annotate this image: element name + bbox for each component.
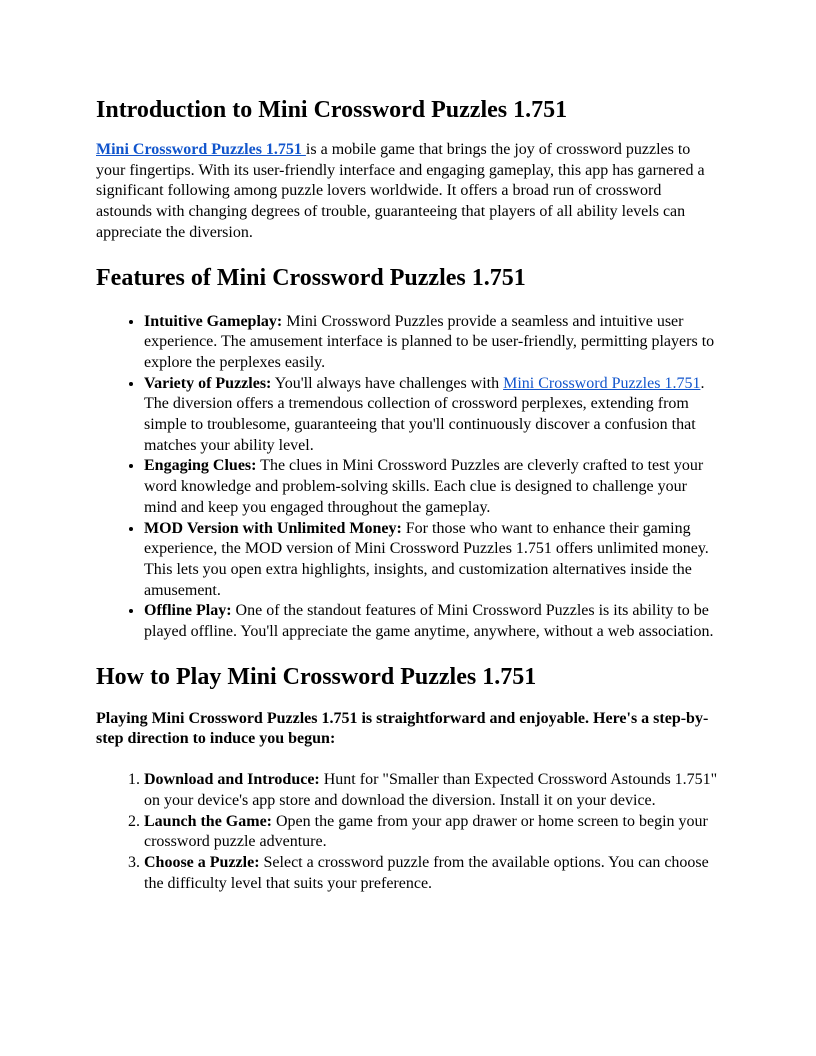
feature-link[interactable]: Mini Crossword Puzzles 1.751 bbox=[503, 374, 701, 392]
list-item bbox=[144, 374, 720, 457]
list-item bbox=[144, 312, 720, 374]
intro-heading: Introduction to Mini Crossword Puzzles 1.751 bbox=[96, 97, 568, 123]
list-item bbox=[144, 456, 720, 518]
step-text: Open the game from your app drawer or home screen to begin your crossword puzzle adventure. bbox=[144, 812, 708, 851]
feature-title: Offline Play: bbox=[144, 602, 232, 620]
howto-intro: Playing Mini Crossword Puzzles 1.751 is straightforward and enjoyable. Here's a step-by-step direction to induce you begun: bbox=[96, 709, 709, 748]
step-title: Launch the Game: bbox=[144, 812, 272, 830]
list-item bbox=[144, 519, 720, 602]
intro-paragraph bbox=[96, 140, 720, 244]
feature-title: Intuitive Gameplay: bbox=[144, 312, 283, 330]
intro-paragraph-text: is a mobile game that brings the joy of crossword puzzles to your fingertips. With its user-friendly interface and engaging gameplay, this app has garnered a significant following among puzzle lovers worldwide. It offers a broad run of crossword astounds with changing degrees of trouble, guaranteeing that players of all ability levels can appreciate the diversion. bbox=[96, 141, 705, 241]
feature-text: Mini Crossword Puzzles provide a seamless and intuitive user experience. The amusement interface is planned to be user-friendly, permitting players to explore the perplexes easily. bbox=[144, 312, 715, 371]
intro-link[interactable]: Mini Crossword Puzzles 1.751 bbox=[96, 141, 306, 158]
list-item bbox=[144, 853, 720, 894]
step-title: Choose a Puzzle: bbox=[144, 853, 260, 871]
feature-text: For those who want to enhance their gaming experience, the MOD version of Mini Crossword Puzzles 1.751 offers unlimited money. This lets you open extra highlights, insights, and customization alternatives inside the amusement. bbox=[144, 519, 709, 599]
feature-title: MOD Version with Unlimited Money: bbox=[144, 519, 402, 537]
feature-title: Variety of Puzzles: bbox=[144, 374, 272, 392]
step-title: Download and Introduce: bbox=[144, 771, 320, 789]
list-item bbox=[144, 601, 720, 642]
list-item bbox=[144, 812, 720, 853]
howto-steps-list bbox=[96, 770, 720, 894]
list-item bbox=[144, 770, 720, 811]
feature-text: The clues in Mini Crossword Puzzles are cleverly crafted to test your word knowledge and problem-solving skills. Each clue is designed to challenge your mind and keep you engaged throughout the gameplay. bbox=[144, 457, 704, 516]
feature-text: You'll always have challenges with bbox=[271, 374, 504, 392]
feature-text: One of the standout features of Mini Crossword Puzzles is its ability to be played offline. You'll appreciate the game anytime, anywhere, without a web association. bbox=[144, 602, 714, 641]
features-heading: Features of Mini Crossword Puzzles 1.751 bbox=[96, 264, 526, 291]
step-text: Hunt for "Smaller than Expected Crossword Astounds 1.751" on your device's app store and download the diversion. Install it on your device. bbox=[144, 771, 718, 809]
howto-heading: How to Play Mini Crossword Puzzles 1.751 bbox=[96, 663, 537, 690]
feature-text: . The diversion offers a tremendous collection of crossword perplexes, extending from simple to troublesome, guaranteeing that you'll continuously discover a confusion that matches your ability level. bbox=[144, 374, 705, 454]
step-text: Select a crossword puzzle from the available options. You can choose the difficulty level that suits your preference. bbox=[144, 853, 709, 892]
features-list bbox=[96, 312, 720, 643]
feature-title: Engaging Clues: bbox=[144, 457, 257, 475]
